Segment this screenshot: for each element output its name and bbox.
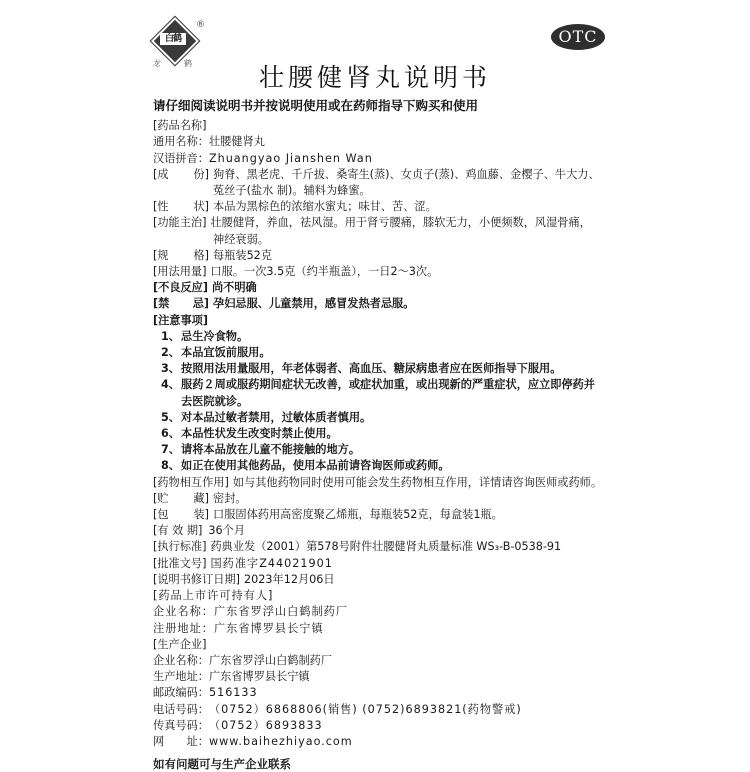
contraindications-value: 孕妇忌服、儿童禁用，感冒发热者忌服。 (213, 297, 415, 311)
precaution-text: 按照用法用量服用，年老体弱者、高血压、糖尿病患者应在医师指导下服用。 (181, 362, 562, 376)
properties-label-a: [性 (153, 200, 169, 214)
precaution-text: 本品性状发生改变时禁止使用。 (181, 427, 338, 441)
precaution-item (153, 426, 613, 442)
website-row (153, 734, 613, 750)
mah-name-row (153, 604, 613, 620)
phone-label: 电话号码： (153, 702, 209, 716)
precaution-text: 忌生冷食物。 (181, 329, 249, 343)
website-label-a: 网 (153, 734, 165, 748)
precaution-item (153, 410, 613, 426)
revision-label: [说明书修订日期] (153, 572, 241, 586)
adverse-reactions-row (153, 280, 613, 296)
specification-label-a: [规 (153, 248, 169, 262)
specification-value: 每瓶装52克 (213, 248, 272, 262)
pinyin-label: 汉语拼音： (153, 151, 209, 165)
contraindications-label-a: [禁 (153, 297, 170, 311)
storage-label-a: [贮 (153, 491, 169, 505)
precaution-text: 请将本品放在儿童不能接触的地方。 (181, 443, 361, 457)
dosage-row (153, 264, 613, 280)
validity-value: 36个月 (208, 524, 246, 538)
packaging-label (153, 507, 209, 523)
precaution-num: 1、 (161, 329, 180, 343)
storage-label (153, 491, 209, 507)
otc-badge: OTC (551, 24, 605, 50)
adverse-reactions-value: 尚不明确 (211, 281, 257, 295)
logo-caption-left: 龙 (152, 59, 160, 68)
precautions-heading: [注意事项] (153, 313, 208, 327)
registered-trademark-icon: ® (196, 20, 205, 30)
revision-row (153, 572, 613, 588)
contact-manufacturer-note: 如有问题可与生产企业联系 (153, 757, 291, 772)
precaution-num: 6、 (161, 427, 180, 441)
indications-value: 壮腰健肾，养血，祛风湿。用于肾亏腰痛，膝软无力，小便频数，风湿骨痛， (210, 216, 591, 230)
ingredients-label-a: [成 (153, 167, 169, 181)
contraindications-row (153, 296, 613, 312)
manufacturer-heading: [生产企业] (153, 637, 207, 651)
interactions-label: [药物相互作用] (153, 475, 229, 489)
common-name-label: 通用名称： (153, 135, 209, 149)
storage-label-b: 藏] (193, 491, 209, 505)
indications-row (153, 215, 613, 231)
precaution-num: 2、 (161, 346, 180, 360)
ingredients-row (153, 167, 613, 183)
precaution-num: 3、 (161, 362, 180, 376)
precaution-num: 8、 (161, 459, 180, 473)
website-label (153, 734, 209, 750)
contraindications-label-b: 忌] (192, 297, 209, 311)
precaution-num: 5、 (161, 410, 180, 424)
contraindications-label (153, 296, 209, 312)
logo-mark: 白鹤 (160, 33, 186, 45)
logo-caption-right: 鹤 (184, 59, 192, 68)
pinyin-value: Zhuangyao Jianshen Wan (208, 151, 373, 165)
postcode-value: 516133 (208, 686, 258, 700)
standard-value: 药典业发（2001）第578号附件壮腰健肾丸质量标准 WS₃-B-0538-91 (210, 540, 562, 554)
ingredients-value-cont: 菟丝子(盐水 制)。辅料为蜂蜜。 (213, 184, 371, 198)
pinyin-row (153, 151, 613, 167)
standard-label: [执行标准] (153, 540, 207, 554)
validity-label: [有 效 期] (153, 524, 203, 538)
packaging-row (153, 507, 613, 523)
dosage-label: [用法用量] (153, 265, 207, 279)
mah-address-label: 注册地址： (153, 621, 214, 635)
packaging-label-b: 装] (193, 508, 209, 522)
approval-row (153, 556, 613, 572)
mah-heading: [药品上市许可持有人] (153, 589, 274, 603)
precaution-item (153, 361, 613, 377)
leaflet-body (153, 98, 613, 772)
precaution-item (153, 458, 613, 474)
precaution-item (153, 442, 613, 458)
precaution-item (153, 345, 613, 361)
mah-name-label: 企业名称： (153, 605, 214, 619)
packaging-value: 口服固体药用高密度聚乙烯瓶，每瓶装52克，每盒装1瓶。 (213, 508, 503, 522)
page-title: 壮腰健肾丸说明书 (258, 63, 491, 92)
storage-row (153, 491, 613, 507)
standard-row (153, 539, 613, 555)
precaution-item-cont: 去医院就诊。 (181, 394, 249, 408)
approval-label: [批准文号] (153, 556, 207, 570)
postcode-row (153, 685, 613, 701)
interactions-row (153, 475, 613, 491)
precaution-text: 服药２周或服药期间症状无改善，或症状加重，或出现新的严重症状，应立即停药并 (181, 378, 595, 392)
fax-value: （0752）6893833 (208, 718, 323, 732)
precaution-num: 4、 (161, 378, 180, 392)
manufacturer-name-value: 广东省罗浮山白鹤制药厂 (208, 653, 333, 667)
precaution-item (153, 329, 613, 345)
precaution-text: 对本品过敏者禁用，过敏体质者慎用。 (181, 410, 372, 424)
precaution-text: 如正在使用其他药品，使用本品前请咨询医师或药师。 (181, 459, 450, 473)
storage-value: 密封。 (213, 491, 247, 505)
manufacturer-name-label: 企业名称： (153, 653, 209, 667)
manufacturer-address-row (153, 669, 613, 685)
interactions-value: 如与其他药物同时使用可能会发生药物相互作用，详情请咨询医师或药师。 (232, 475, 603, 489)
postcode-label: 邮政编码： (153, 686, 209, 700)
ingredients-label (153, 167, 209, 183)
common-name-value: 壮腰健肾丸 (208, 135, 265, 149)
packaging-label-a: [包 (153, 508, 169, 522)
specification-label (153, 248, 209, 264)
mah-address-row (153, 621, 613, 637)
phone-row (153, 702, 613, 718)
manufacturer-address-value: 广东省博罗县长宁镇 (208, 670, 310, 684)
precaution-num: 7、 (161, 443, 180, 457)
dosage-value: 口服。一次3.5克（约半瓶盖），一日2～3次。 (210, 265, 439, 279)
adverse-reactions-label: [不良反应] (153, 281, 208, 295)
precautions-list (153, 329, 613, 475)
fax-row (153, 718, 613, 734)
precaution-text: 本品宜饭前服用。 (181, 346, 271, 360)
drug-name-heading: [药品名称] (153, 119, 207, 133)
approval-value: 国药准字Z44021901 (210, 556, 333, 570)
usage-warning-banner: 请仔细阅读说明书并按说明使用或在药师指导下购买和使用 (153, 98, 479, 113)
properties-label (153, 199, 209, 215)
manufacturer-address-label: 生产地址： (153, 670, 209, 684)
ingredients-label-b: 份] (193, 167, 209, 181)
fax-label: 传真号码： (153, 718, 209, 732)
revision-value: 2023年12月06日 (244, 572, 335, 586)
website-link[interactable]: www.baihezhiyao.com (209, 734, 353, 748)
mah-name-value: 广东省罗浮山白鹤制药厂 (213, 605, 349, 619)
validity-row (153, 523, 613, 539)
specification-row (153, 248, 613, 264)
indications-label: [功能主治] (153, 216, 207, 230)
phone-value: （0752）6868806(销售) (0752)6893821(药物警戒) (208, 702, 522, 716)
common-name-row (153, 134, 613, 150)
properties-label-b: 状] (193, 200, 209, 214)
properties-row (153, 199, 613, 215)
ingredients-value: 狗脊、黑老虎、千斤拔、桑寄生(蒸)、女贞子(蒸)、鸡血藤、金樱子、牛大力、 (213, 167, 600, 181)
precaution-item (153, 377, 613, 393)
indications-value-cont: 神经衰弱。 (213, 232, 269, 246)
manufacturer-name-row (153, 653, 613, 669)
specification-label-b: 格] (193, 248, 209, 262)
website-label-b: 址： (186, 734, 209, 748)
mah-address-value: 广东省博罗县长宁镇 (213, 621, 324, 635)
properties-value: 本品为黑棕色的浓缩水蜜丸；味甘、苦、涩。 (213, 200, 437, 214)
